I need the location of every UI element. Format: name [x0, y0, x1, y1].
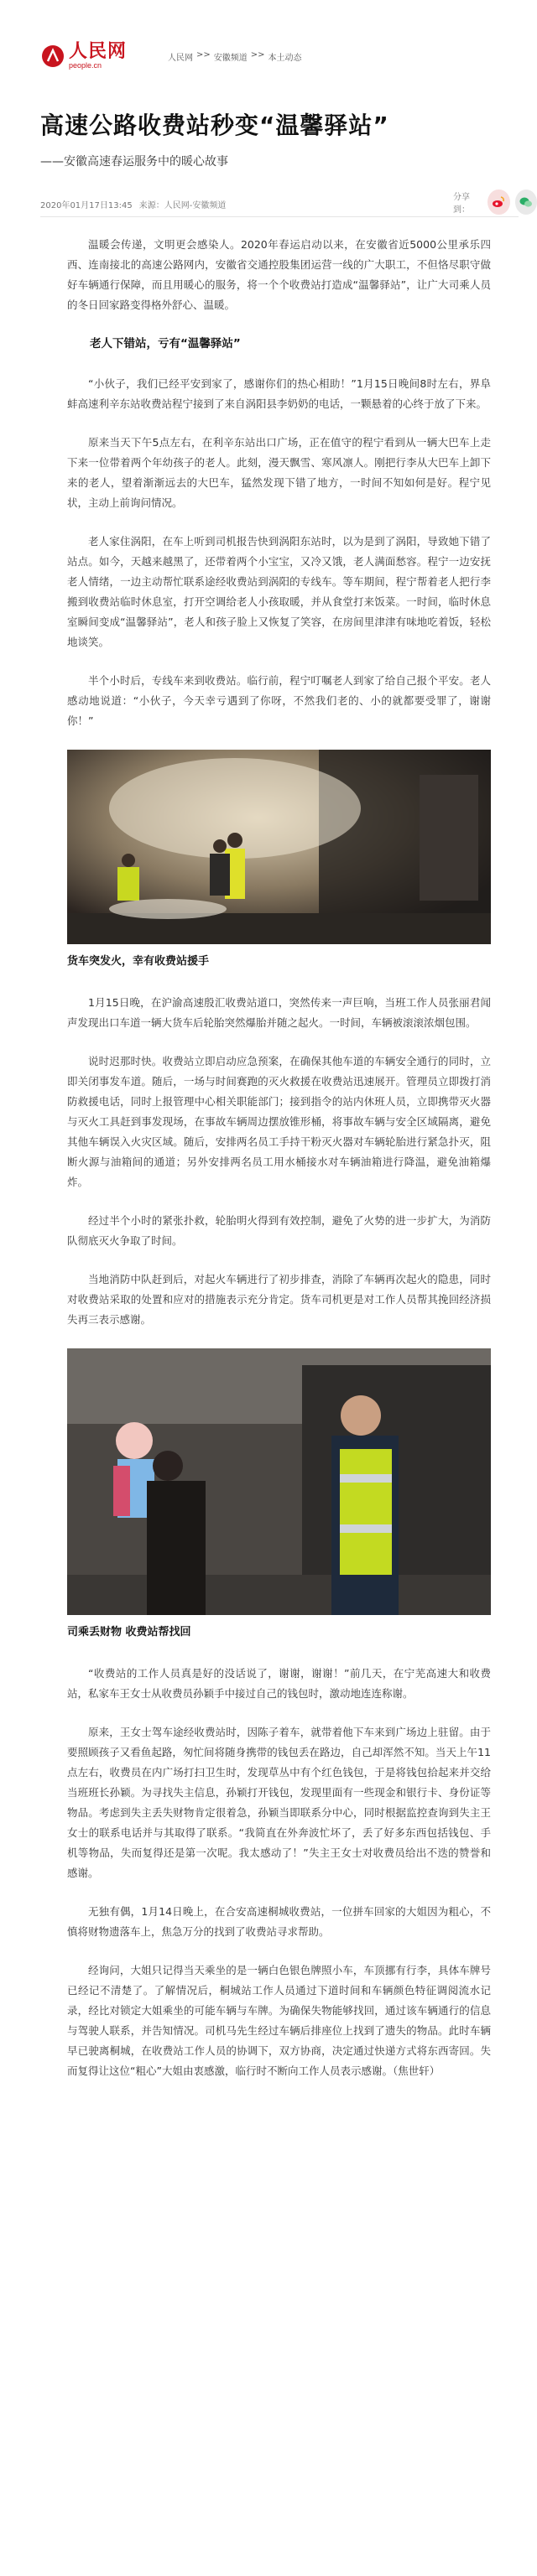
- logo-name: 人民网: [69, 40, 128, 62]
- article-paragraph: 原来当天下午5点左右，在利辛东站出口广场，正在值守的程宁看到从一辆大巴车上走下来一位带着两个年幼孩子的老人。此刻，漫天飘雪、寒风凛人。刚把行李从大巴车上卸下来的老人，望着渐渐远去的大巴车，猛然发现下错了地方，一时间不知如何是好。程宁见状，主动上前询问情况。: [67, 436, 491, 509]
- site-header: [0, 0, 537, 99]
- article-body: [67, 235, 491, 2100]
- article-paragraph: “收费站的工作人员真是好的没话说了，谢谢，谢谢！”前几天，在宁芜高速大和收费站，私家车王女士从收费员孙颖手中接过自己的钱包时，激动地连连称谢。: [67, 1667, 491, 1700]
- article-title: 高速公路收费站秒变“温馨驿站”: [40, 112, 389, 139]
- article-paragraph: 经询问，大姐只记得当天乘坐的是一辆白色银色牌照小车，车顶挪有行李，具体车牌号已经记不清楚了。了解情况后，桐城站工作人员通过下道时间和车辆颜色特征调阅流水记录，经比对锁定大姐乘坐的可能车辆与车牌。为确保失物能够找回，通过该车辆通行的信息与驾驶人联系，并告知情况。司机马先生经过车辆后排座位上找到了遗失的物品。此时车辆早已驶离桐城，在收费站工作人员的协调下，双方协商，决定通过快递方式将东西寄回。失而复得让这位“粗心”大姐由衷感激，临行时不断向工作人员表示感谢。（焦世轩）: [67, 1964, 491, 2077]
- section-heading: 老人下错站，亏有“温馨驿站”: [90, 337, 241, 351]
- section-heading: 货车突发火，幸有收费站援手: [67, 955, 210, 968]
- article-paragraph: 1月15日晚，在沪渝高速殷汇收费站道口，突然传来一声巨响，当班工作人员张丽君闻声发现出口车道一辆大货车后轮胎突然爆胎并随之起火。一时间，车辆被滚滚浓烟包围。: [67, 996, 491, 1029]
- share-label: 分享到：: [453, 193, 470, 215]
- share-wechat-button[interactable]: [515, 190, 537, 215]
- weibo-icon: [491, 195, 506, 210]
- breadcrumb-anhui-channel[interactable]: 安徽频道: [213, 54, 248, 63]
- article-paragraph: 无独有偶，1月14日晚上，在合安高速桐城收费站，一位拼车回家的大姐因为粗心，不慎将财物遗落车上，焦急万分的找到了收费站寻求帮助。: [67, 1905, 491, 1938]
- breadcrumb-separator: >>: [250, 50, 265, 60]
- article-paragraph: 说时迟那时快。收费站立即启动应急预案，在确保其他车道的车辆安全通行的同时，立即关闭事发车道。随后，一场与时间赛跑的灭火救援在收费站迅速展开。管理员立即拨打消防救援电话，同时上报管理中心相关职能部门；接到指令的站内休班人员，立即携带灭火器与灭火工具赶到事发现场，在事故车辆周边摆放锥形桶，将事故车辆与安全区域隔离，避免其他车辆误入火灾区域。随后，安排两名员工手持干粉灭火器对车辆轮胎进行紧急扑灭，阻断火源与油箱间的通道；另外安排两名员工用水桶接水对车辆油箱进行降温，避免油箱爆炸。: [67, 1055, 491, 1188]
- publish-date: 2020年01月17日13:45: [40, 200, 133, 210]
- article-paragraph: 温暖会传递，文明更会感染人。2020年春运启动以来，在安徽省近5000公里承乐四西、连南接北的高速公路网内，安徽省交通控股集团运营一线的广大职工，不但恪尽职守做好车辆通行保障，而且用暖心的服务，将一个个收费站打造成“温馨驿站”，让广大司乘人员的冬日回家路变得格外舒心、温暖。: [67, 238, 491, 311]
- share-bar: [453, 190, 537, 215]
- site-logo[interactable]: [40, 42, 127, 70]
- breadcrumb-local-news[interactable]: 本土动态: [268, 54, 302, 63]
- article-subtitle: ——安徽高速春运服务中的暖心故事: [40, 155, 228, 169]
- wechat-icon: [519, 195, 534, 210]
- breadcrumb-separator: >>: [196, 50, 211, 60]
- wallet-return-photo: [67, 1348, 491, 1615]
- article-paragraph: 半个小时后，专线车来到收费站。临行前，程宁叮嘱老人到家了给自己报个平安。老人感动地说道：“小伙子，今天幸亏遇到了你呀，不然我们老的、小的就都要受罪了，谢谢你！”: [67, 674, 491, 727]
- breadcrumb: [168, 50, 302, 63]
- fire-rescue-photo: [67, 750, 491, 944]
- article-paragraph: 经过半个小时的紧张扑救，轮胎明火得到有效控制，避免了火势的进一步扩大，为消防队彻底灭火争取了时间。: [67, 1214, 491, 1247]
- article-paragraph: 当地消防中队赶到后，对起火车辆进行了初步排查，消除了车辆再次起火的隐患，同时对收费站采取的处置和应对的措施表示充分肯定。货车司机更是对工作人员帮其挽回经济损失再三表示感谢。: [67, 1273, 491, 1326]
- people-logo-icon: [40, 44, 65, 69]
- article-paragraph: “小伙子，我们已经平安到家了，感谢你们的热心相助！”1月15日晚间8时左右，界阜蚌高速利辛东站收费站程宁接到了来自涡阳县李奶奶的电话，一颗悬着的心终于放了下来。: [67, 377, 491, 410]
- logo-domain: people.cn: [69, 61, 102, 70]
- divider: [40, 216, 519, 217]
- article-paragraph: 老人家住涡阳，在车上听到司机报告快到涡阳东站时，以为是到了涡阳，导致她下错了站点。如今，天越来越黑了，还带着两个小宝宝，又冷又饿，老人满面愁容。程宁一边安抚老人情绪，一边主动帮忙联系途经收费站到涡阳的专线车。等车期间，程宁帮着老人把行李搬到收费站临时休息室，打开空调给老人小孩取暖，并从食堂打来饭菜。一时间，临时休息室瞬间变成“温馨驿站”，老人和孩子脸上又恢复了笑容，在房间里津津有味地吃着饭，轻松地谈笑。: [67, 535, 491, 648]
- share-weibo-button[interactable]: [487, 190, 509, 215]
- breadcrumb-home[interactable]: 人民网: [168, 54, 193, 63]
- article-paragraph: 原来，王女士驾车途经收费站时，因陈子着车，就带着他下车来到广场边上驻留。由于要照顾孩子又看鱼起路，匆忙间将随身携带的钱包丢在路边，自己却浑然不知。当天上午11点左右，收费员在内广场打扫卫生时，发现草丛中有个红色钱包，于是将钱包拾起来并交给当班班长孙颖。为寻找失主信息，孙颖打开钱包，发现里面有一些现金和银行卡、身份证等物品。考虑到失主丢失财物肯定很着急，孙颖当即联系分中心，同时根据监控查询到失主王女士的联系电话并与其取得了联系。“我简直在外奔波忙坏了，丢了好多东西包括钱包、手机等物品，失而复得还是第一次呢。我太感动了！”失主王女士对收费员给出不迭的赞誉和感谢。: [67, 1726, 491, 1879]
- article-source-link[interactable]: 来源：人民网-安徽频道: [138, 200, 227, 210]
- section-heading: 司乘丢财物 收费站帮找回: [67, 1626, 191, 1639]
